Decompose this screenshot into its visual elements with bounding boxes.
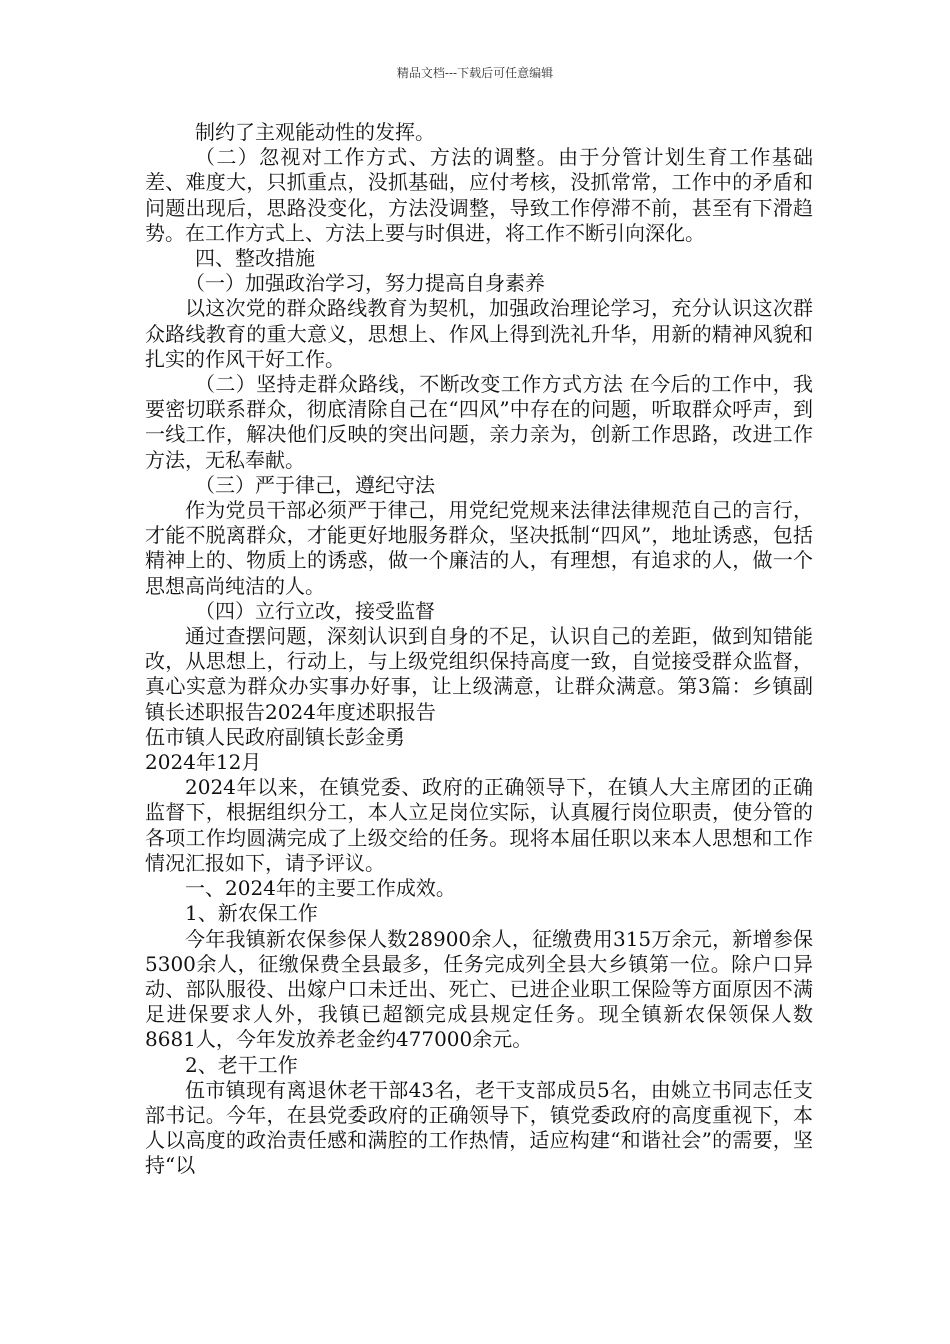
paragraph: 2024年12月 [145,750,262,775]
paragraph: （二）忽视对工作方式、方法的调整。由于分管计划生育工作基础差、难度大，只抓重点，没抓基础，应付考核，没抓常常，工作中的矛盾和问题出现后，思路没变化，方法没调整，导致工作停滞不前，甚至有下滑趋势。在工作方式上、方法上要与时俱进，将工作不断引向深化。 [145,145,813,245]
paragraph: 2024年以来，在镇党委、政府的正确领导下，在镇人大主席团的正确监督下，根据组织分工，本人立足岗位实际，认真履行岗位职责，使分管的各项工作均圆满完成了上级交给的任务。现将本届任职以来本人思想和工作情况汇报如下，请予评议。 [145,775,813,875]
paragraph: 1、新农保工作 [185,901,318,926]
paragraph: 以这次党的群众路线教育为契机，加强政治理论学习，充分认识这次群众路线教育的重大意义，思想上、作风上得到洗礼升华，用新的精神风貌和扎实的作风干好工作。 [145,296,813,371]
page-header: 精品文档---下载后可任意编辑 [396,66,554,80]
paragraph: （一）加强政治学习，努力提高自身素养 [185,271,545,296]
paragraph: 伍市镇人民政府副镇长彭金勇 [145,724,405,749]
paragraph: 制约了主观能动性的发挥。 [195,120,435,144]
paragraph: （三）严于律己，遵纪守法 [195,472,435,497]
document-body [145,120,813,1179]
paragraph: 作为党员干部必须严于律己，用党纪党规来法律法律规范自己的言行，才能不脱离群众，才能更好地服务群众，坚决抵制“四风”，地址诱惑，包括精神上的、物质上的诱惑，做一个廉洁的人，有理想，有追求的人，做一个思想高尚纯洁的人。 [145,498,813,598]
paragraph: （四）立行立改，接受监督 [195,598,435,623]
paragraph: 伍市镇现有离退休老干部43名，老干支部成员5名，由姚立书同志任支部书记。今年，在县党委政府的正确领导下，镇党委政府的高度重视下，本人以高度的政治责任感和满腔的工作热情，适应构建“和谐社会”的需要，坚持“以 [145,1077,813,1178]
paragraph: 今年我镇新农保参保人数28900余人，征缴费用315万余元，新增参保5300余人，征缴保费全县最多，任务完成列全县大乡镇第一位。除户口异动、部队服役、出嫁户口未迁出、死亡、已进企业职工保险等方面原因不满足进保要求人外，我镇已超额完成县规定任务。现全镇新农保领保人数8681人，今年发放养老金约477000余元。 [145,926,813,1052]
paragraph: 2、老干工作 [185,1052,298,1077]
paragraph: （二）坚持走群众路线，不断改变工作方式方法 在今后的工作中，我要密切联系群众，彻底清除自己在“四风”中存在的问题，听取群众呼声，到一线工作，解决他们反映的突出问题，亲力亲为，创新工作思路，改进工作方法，无私奉献。 [145,372,813,472]
paragraph: 通过查摆问题，深刻认识到自身的不足，认识自己的差距，做到知错能改，从思想上，行动上，与上级党组织保持高度一致，自觉接受群众监督，真心实意为群众办实事办好事，让上级满意，让群众满意。第3篇：乡镇副镇长述职报告2024年度述职报告 [145,624,813,724]
paragraph: 一、2024年的主要工作成效。 [185,876,456,901]
paragraph: 四、整改措施 [195,246,315,271]
